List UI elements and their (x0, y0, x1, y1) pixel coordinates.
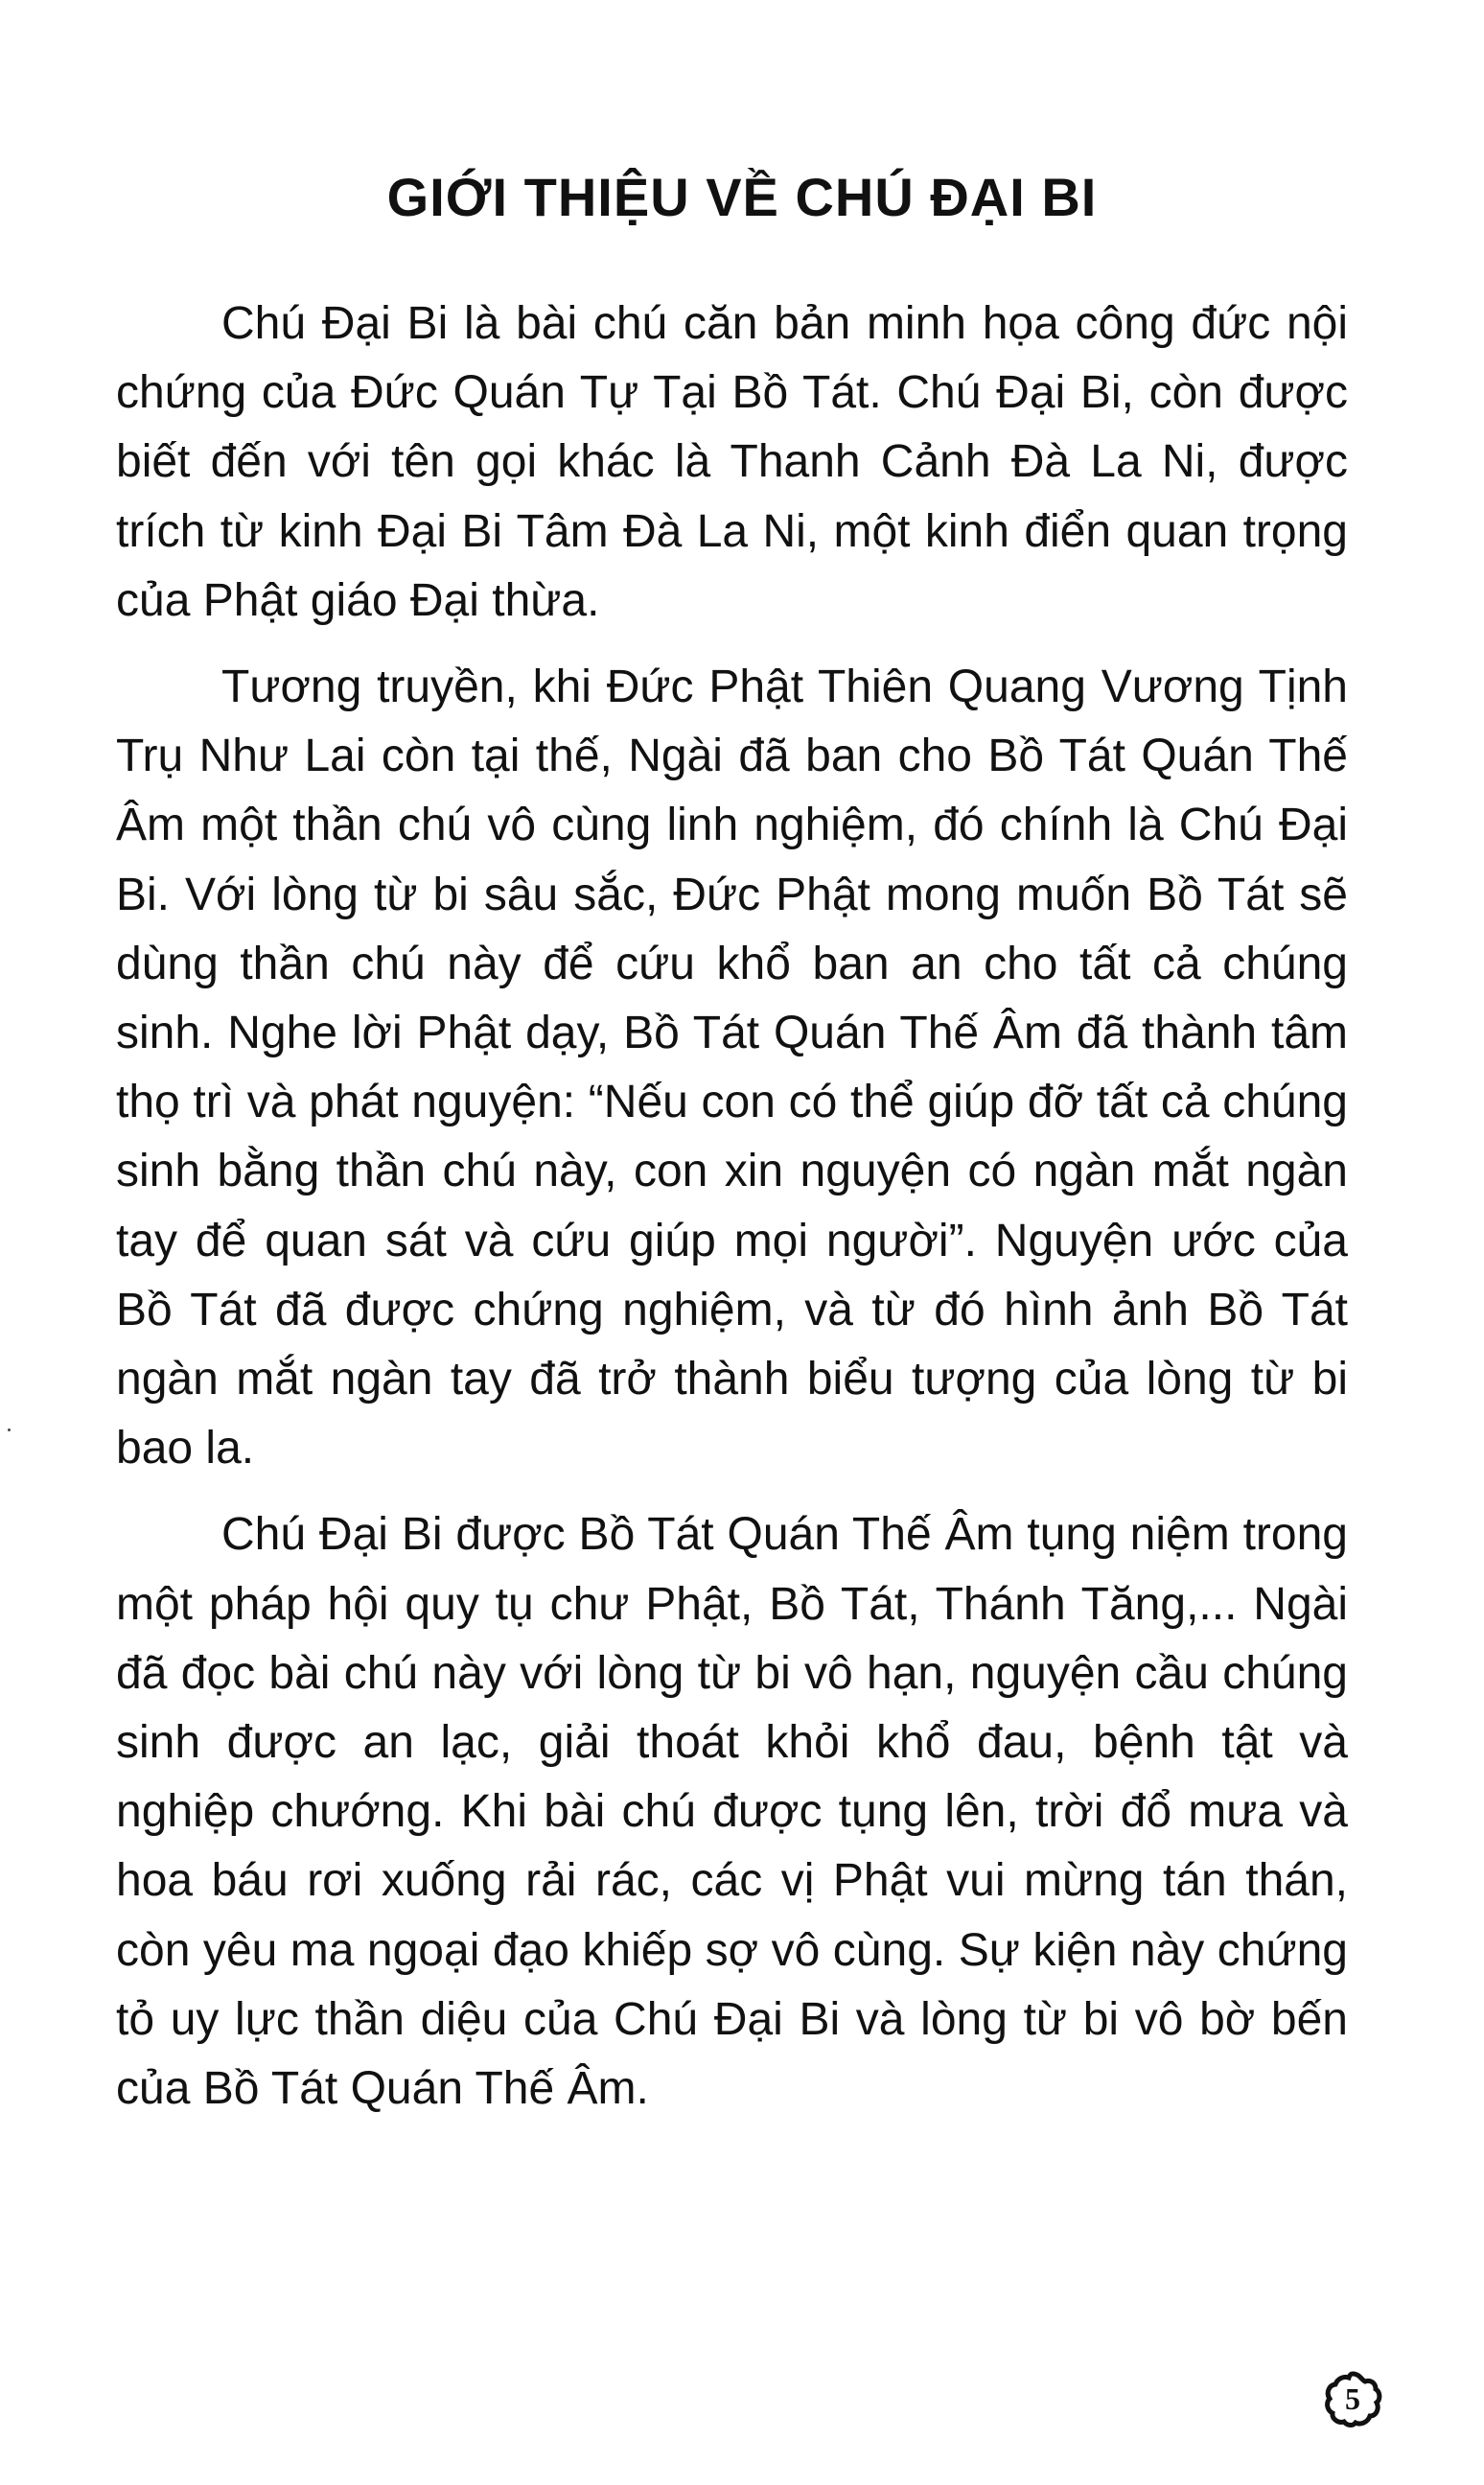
print-speck (8, 1428, 11, 1431)
body-text (116, 290, 1348, 2141)
paragraph-2: Tương truyền, khi Đức Phật Thiên Quang Vương Tịnh Trụ Như Lai còn tại thế, Ngài đã ban cho Bồ Tát Quán Thế Âm một thần chú vô cùng linh nghiệm, đó chính là Chú Đại Bi. Với lòng từ bi sâu sắc, Đức Phật mong muốn Bồ Tát sẽ dùng thần chú này để cứu khổ ban an cho tất cả chúng sinh. Nghe lời Phật dạy, Bồ Tát Quán Thế Âm đã thành tâm thọ trì và phát nguyện: “Nếu con có thể giúp đỡ tất cả chúng sinh bằng thần chú này, con xin nguyện có ngàn mắt ngàn tay để quan sát và cứu giúp mọi người”. Nguyện ước của Bồ Tát đã được chứng nghiệm, và từ đó hình ảnh Bồ Tát ngàn mắt ngàn tay đã trở thành biểu tượng của lòng từ bi bao la. (116, 662, 1348, 1475)
page-number: 5 (1345, 2381, 1360, 2416)
paragraph-1: Chú Đại Bi là bài chú căn bản minh họa công đức nội chứng của Đức Quán Tự Tại Bồ Tát. Chú Đại Bi, còn được biết đến với tên gọi khác là Thanh Cảnh Đà La Ni, được trích từ kinh Đại Bi Tâm Đà La Ni, một kinh điển quan trọng của Phật giáo Đại thừa. (116, 298, 1348, 626)
page-title: GIỚI THIỆU VỀ CHÚ ĐẠI BI (386, 167, 1098, 227)
page-number-badge (1321, 2368, 1384, 2431)
paragraph-3: Chú Đại Bi được Bồ Tát Quán Thế Âm tụng niệm trong một pháp hội quy tụ chư Phật, Bồ Tát, Thánh Tăng,... Ngài đã đọc bài chú này với lòng từ bi vô hạn, nguyện cầu chúng sinh được an lạc, giải thoát khỏi khổ đau, bệnh tật và nghiệp chướng. Khi bài chú được tụng lên, trời đổ mưa và hoa báu rơi xuống rải rác, các vị Phật vui mừng tán thán, còn yêu ma ngoại đạo khiếp sợ vô cùng. Sự kiện này chứng tỏ uy lực thần diệu của Chú Đại Bi và lòng từ bi vô bờ bến của Bồ Tát Quán Thế Âm. (116, 1509, 1348, 2115)
